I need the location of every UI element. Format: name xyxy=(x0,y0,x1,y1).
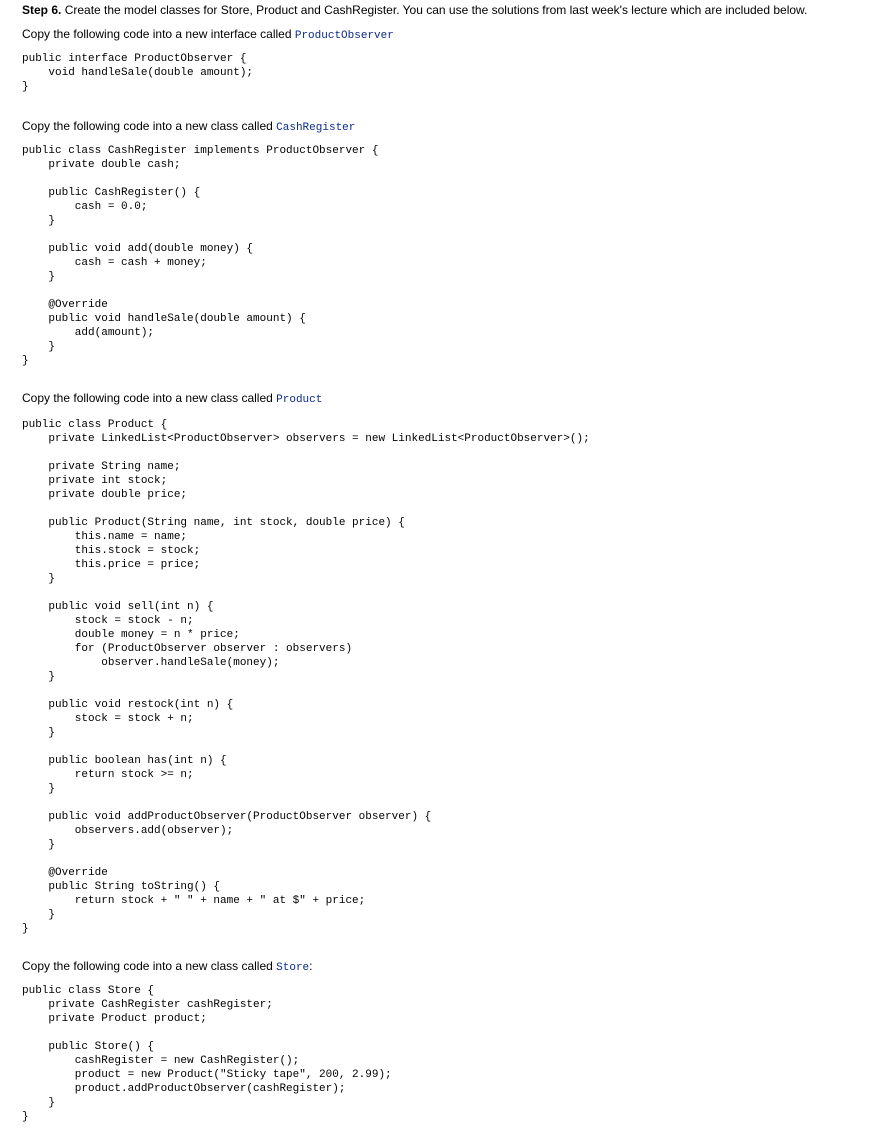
class-name: Store xyxy=(276,962,310,974)
step-text: Create the model classes for Store, Product and CashRegister. You can use the solutions from last week's lecture which are included below. xyxy=(61,3,808,17)
interface-name: ProductObserver xyxy=(294,30,394,42)
instruction-text: Copy the following code into a new class called xyxy=(22,391,277,405)
instruction-text: Copy the following code into a new class called xyxy=(22,119,277,133)
store-instruction xyxy=(22,959,313,975)
class-name: CashRegister xyxy=(276,122,356,134)
step-heading xyxy=(22,3,807,17)
cash-register-instruction xyxy=(22,119,355,135)
product-code-block: public class Product { private LinkedList<ProductObserver> observers = new LinkedList<ProductObserver>(); private String name; private int stock; private double price; public Product(String name, int stock, double price) { this.name = name; this.stock = stock; this.price = price; } public void sell(int n) { stock = stock - n; double money = n * price; for (ProductObserver observer : observers) observer.handleSale(money); } public void restock(int n) { stock = stock + n; } public boolean has(int n) { return stock >= n; } public void addProductObserver(ProductObserver observer) { observers.add(observer); } @Override public String toString() { return stock + " " + name + " at $" + price; } } xyxy=(22,419,590,935)
product-instruction xyxy=(22,391,322,407)
instruction-text: Copy the following code into a new class called xyxy=(22,959,277,973)
interface-instruction xyxy=(22,27,394,43)
instruction-text: Copy the following code into a new interface called xyxy=(22,27,295,41)
instruction-suffix: : xyxy=(309,959,313,973)
product-observer-code-block: public interface ProductObserver { void handleSale(double amount); } xyxy=(22,53,254,93)
step-label: Step 6. xyxy=(22,3,62,17)
cash-register-code-block: public class CashRegister implements ProductObserver { private double cash; public CashRegister() { cash = 0.0; } public void add(double money) { cash = cash + money; } @Override public void handleSale(double amount) { add(amount); } } xyxy=(22,145,379,367)
store-code-block: public class Store { private CashRegister cashRegister; private Product product; public Store() { cashRegister = new CashRegister(); product = new Product("Sticky tape", 200, 2.99); product.addProductObserver(cashRegister); } } xyxy=(22,985,392,1123)
class-name: Product xyxy=(276,394,323,406)
